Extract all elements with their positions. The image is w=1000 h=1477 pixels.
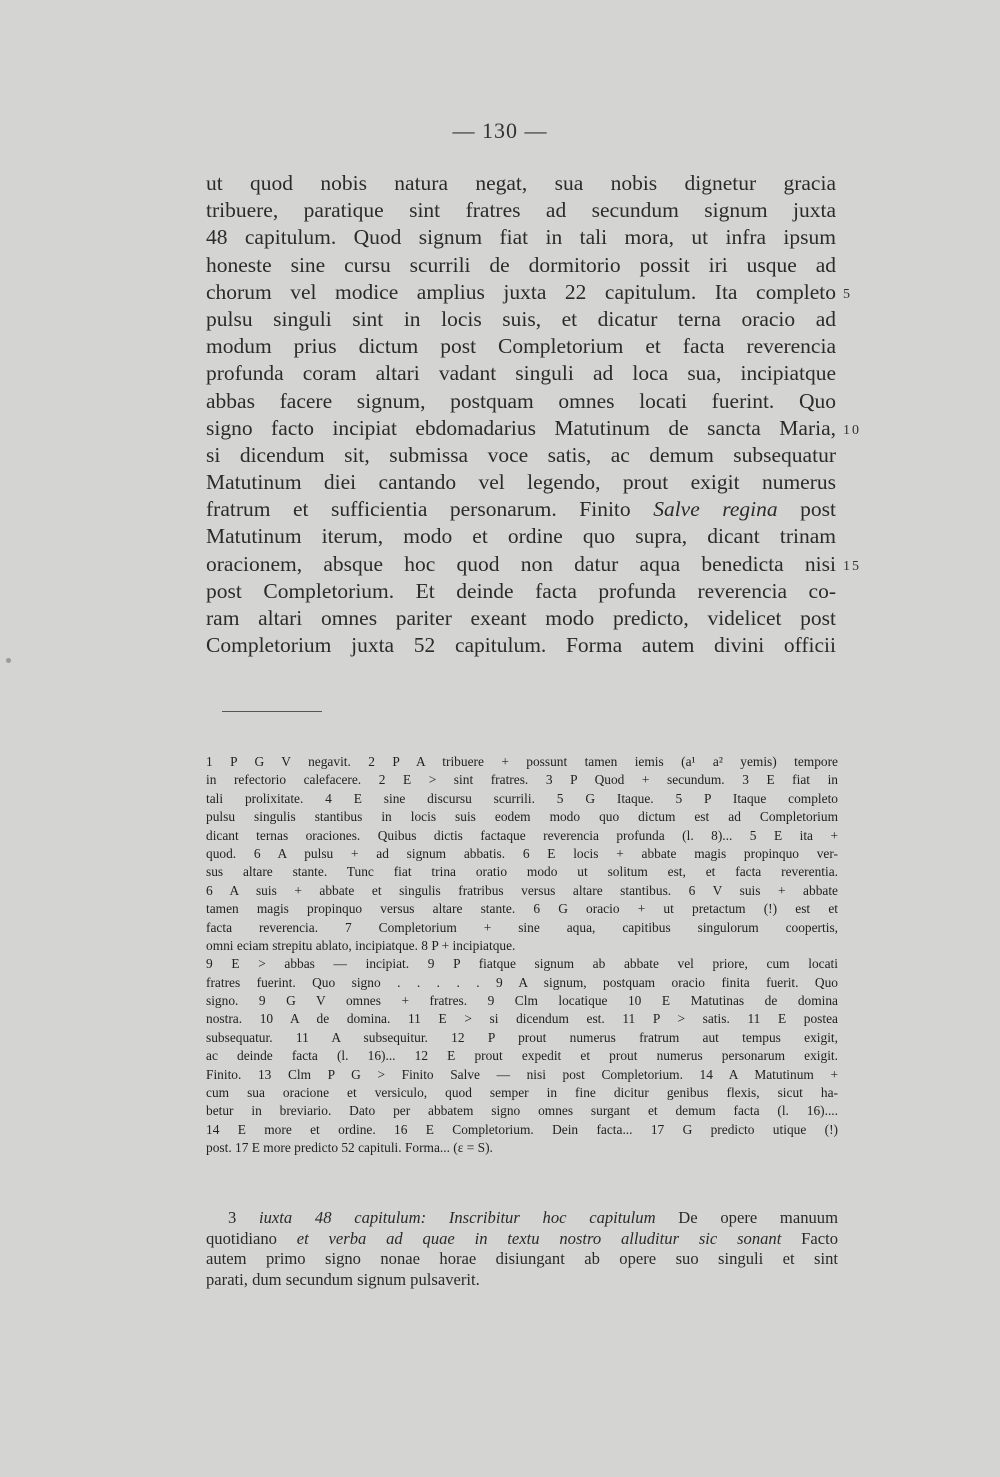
apparatus-line: sus altare stante. Tunc fiat trina oratio modo ut solitum est, et facta reverentia. — [206, 864, 838, 880]
apparatus-line: 9 E > abbas — incipiat. 9 P fiatque signum ab abbate vel priore, cum locati — [206, 956, 838, 972]
commentary-line: autem primo signo nonae horae disiungant ab opere suo singuli et sint — [206, 1249, 838, 1268]
text-line: chorum vel modice amplius juxta 22 capitulum. Ita completo — [206, 279, 836, 304]
apparatus-line: post. 17 E more predicto 52 capituli. Forma... (ε = S). — [206, 1140, 493, 1156]
page-number: — 130 — — [452, 118, 548, 143]
apparatus-line: 1 P G V negavit. 2 P A tribuere + possunt tamen iemis (a¹ a² yemis) tempore — [206, 754, 838, 769]
apparatus-line: quod. 6 A pulsu + ad signum abbatis. 6 E locis + abbate magis propinquo ver- — [206, 845, 838, 861]
text-line: Completorium juxta 52 capitulum. Forma autem divini officii — [206, 633, 836, 658]
apparatus-line: cum sua oracione et versiculo, quod semper in fine dicitur genibus flexis, sicut ha- — [206, 1085, 838, 1101]
text-line: Matutinum diei cantando vel legendo, prout exigit numerus — [206, 470, 836, 495]
apparatus-line: pulsu singulis stantibus in locis suis eodem modo quo dictum est ad Completorium — [206, 809, 838, 825]
apparatus-line: fratres fuerint. Quo signo . . . . . 9 A signum, postquam oracio finita fuerit. Quo — [206, 974, 838, 990]
apparatus-line: 6 A suis + abbate et singulis fratribus versus altare stantibus. 6 V suis + abbate — [206, 882, 838, 898]
text-line: modum prius dictum post Completorium et facta reverencia — [206, 334, 836, 359]
apparatus-line: subsequatur. 11 A subsequitur. 12 P prout numerus fratrum aut tempus exigit, — [206, 1029, 838, 1045]
commentary-note — [206, 1208, 838, 1290]
apparatus-line: ac deinde facta (l. 16)... 12 E prout expedit et prout numerus personarum exigit. — [206, 1048, 838, 1064]
apparatus-line: signo. 9 G V omnes + fratres. 9 Clm locatique 10 E Matutinas de domina — [206, 993, 838, 1009]
line-number: 15 — [843, 558, 861, 574]
apparatus-line: nostra. 10 A de domina. 11 E > si dicendum est. 11 P > satis. 11 E postea — [206, 1011, 838, 1027]
apparatus-line: facta reverencia. 7 Completorium + sine aqua, capitibus singulorum coopertis, — [206, 919, 838, 935]
text-line: oracionem, absque hoc quod non datur aqua benedicta nisi — [206, 551, 836, 576]
text-line: profunda coram altari vadant singuli ad loca sua, incipiatque — [206, 361, 836, 386]
commentary-line: parati, dum secundum signum pulsaverit. — [206, 1269, 480, 1289]
apparatus-line: betur in breviario. Dato per abbatem signo omnes surgant et demum facta (l. 16).... — [206, 1103, 838, 1119]
text-line: pulsu singuli sint in locis suis, et dicatur terna oracio ad — [206, 306, 836, 331]
apparatus-line: Finito. 13 Clm P G > Finito Salve — nisi post Completorium. 14 A Matutinum + — [206, 1066, 838, 1082]
text-line: si dicendum sit, submissa voce satis, ac demum subsequatur — [206, 442, 836, 467]
text-line: fratrum et sufficientia personarum. Finito Salve regina post — [206, 497, 836, 522]
footnote-rule — [222, 711, 322, 712]
text-line: 48 capitulum. Quod signum fiat in tali mora, ut infra ipsum — [206, 225, 836, 250]
text-line: post Completorium. Et deinde facta profunda reverencia co- — [206, 578, 836, 603]
apparatus-line: 14 E more et ordine. 16 E Completorium. Dein facta... 17 G predicto utique (!) — [206, 1121, 838, 1137]
text-line: tribuere, paratique sint fratres ad secundum signum juxta — [206, 198, 836, 223]
text-line: ut quod nobis natura negat, sua nobis dignetur gracia — [206, 171, 836, 195]
line-number: 10 — [843, 422, 861, 438]
apparatus-line: dicant ternas oraciones. Quibus dictis factaque reverencia profunda (l. 8)... 5 E ita + — [206, 827, 838, 843]
main-text — [206, 170, 836, 659]
apparatus-line: omni eciam strepitu ablato, incipiatque. 8 P + incipiatque. — [206, 937, 516, 953]
apparatus-line: tamen magis propinquo versus altare stante. 6 G oracio + ut pretactum (!) est et — [206, 901, 838, 917]
page-smudge — [6, 658, 11, 663]
text-line: ram altari omnes pariter exeant modo predicto, videlicet post — [206, 606, 836, 630]
apparatus-line: in refectorio calefacere. 2 E > sint fratres. 3 P Quod + secundum. 3 E fiat in — [206, 772, 838, 788]
text-line: honeste sine cursu scurrili de dormitorio possit iri usque ad — [206, 252, 836, 277]
commentary-line: 3 iuxta 48 capitulum: Inscribitur hoc capitulum De opere manuum — [228, 1208, 838, 1227]
line-number: 5 — [843, 286, 852, 302]
apparatus-line: tali prolixitate. 4 E sine discursu scurrili. 5 G Itaque. 5 P Itaque completo — [206, 790, 838, 806]
critical-apparatus — [206, 753, 838, 1158]
italic-phrase: iuxta 48 capitulum: Inscribitur hoc capitulum — [259, 1208, 656, 1227]
text-line: signo facto incipiat ebdomadarius Matutinum de sancta Maria, — [206, 415, 836, 440]
text-line: abbas facere signum, postquam omnes locati fuerint. Quo — [206, 388, 836, 413]
text-line: Matutinum iterum, modo et ordine quo supra, dicant trinam — [206, 524, 836, 549]
commentary-line: quotidiano et verba ad quae in textu nostro alluditur sic sonant Facto — [206, 1228, 838, 1248]
italic-phrase: et verba ad quae in textu nostro alluditur sic sonant — [296, 1228, 782, 1248]
italic-phrase: Salve regina — [653, 497, 778, 522]
